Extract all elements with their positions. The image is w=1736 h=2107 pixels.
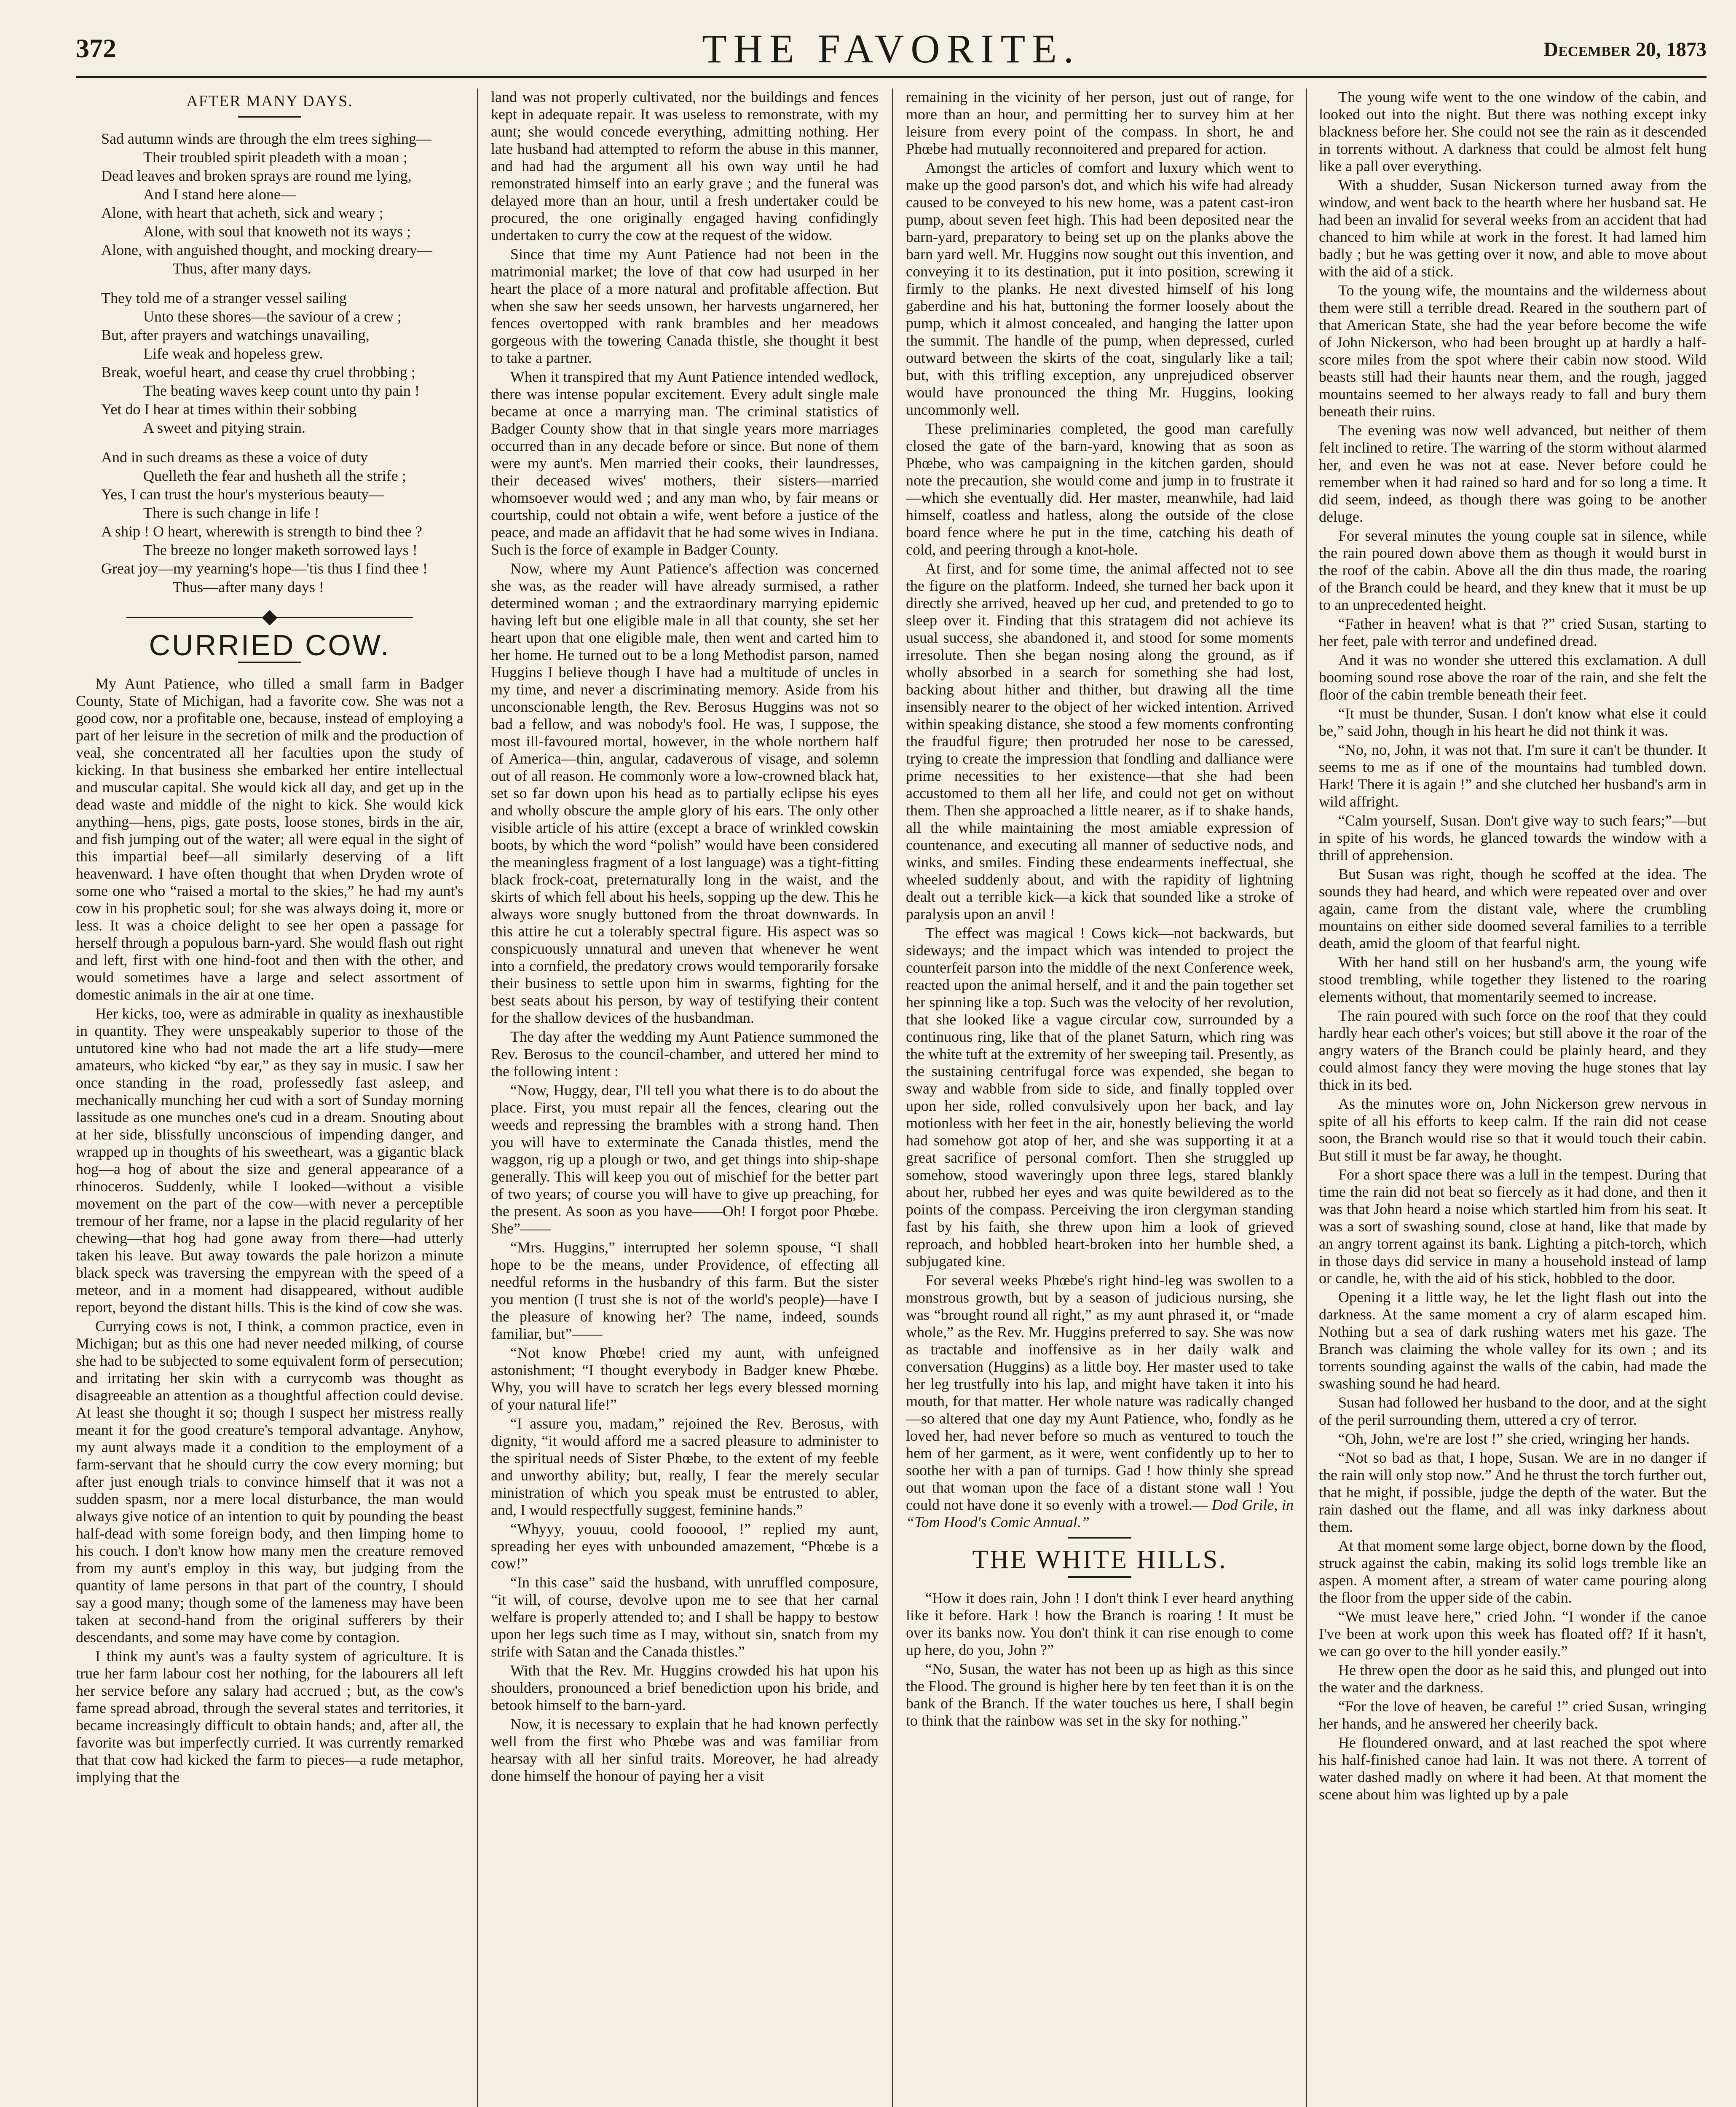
article-title: THE WHITE HILLS.: [972, 1545, 1227, 1574]
poem-line: Life weak and hopeless grew.: [143, 345, 323, 362]
poem-line: The breeze no longer maketh sorrowed lays !: [143, 541, 418, 558]
article-paragraph: “Not so bad as that, I hope, Susan. We are in no danger if the rain will only stop now.” And he thrust the torch further out, that he might, if possible, judge the depth of the water. But the rain dashed out the flame, and all was inky darkness about them.: [1319, 1449, 1707, 1535]
poem-line: The beating waves keep count unto thy pain !: [143, 382, 420, 399]
article-paragraph: For several minutes the young couple sat in silence, while the rain poured down above them as though it would burst in the roof of the cabin. Above all the din thus made, the roaring of the Branch could be heard, and they knew that it must be up to an unprecedented height.: [1319, 527, 1707, 613]
poem-body: [76, 129, 463, 278]
article-paragraph: At first, and for some time, the animal affected not to see the figure on the platform. Indeed, she turned her back upon it directly she arrived, heaved up her cud, and pretended to go to sleep over it. Finding that this stratagem did not achieve its usual success, she abandoned it, and stood for some moments irresolute. Then she began nosing along the ground, as if wholly absorbed in a search for something she had lost, backing about hither and thither, but drawing all the time insensibly nearer to the object of her wicked intention. Arrived within speaking distance, she stood a few moments confronting the fraudful figure; then protruded her nose to be caressed, trying to create the impression that fondling and dalliance were prime necessities to her existence—that she had been accustomed to them all her life, and could not get on without them. Then she approached a little nearer, as if to shake hands, all the while maintaining the most amiable expression of countenance, and executing all manner of seductive nods, and winks, and smiles. Finding these endearments ineffectual, she wheeled suddenly about, and with the rapidity of lightning dealt out a terrible kick—a kick that sounded like a stroke of paralysis upon an anvil !: [906, 560, 1294, 922]
article-paragraph-text: For several weeks Phœbe's right hind-leg was swollen to a monstrous growth, but by a season of judicious nursing, she was “brought round all right,” as my aunt phrased it, or “made whole,” as the Rev. Mr. Huggins preferred to say. She was now as tractable and inoffensive as in her daily walk and conversation (Huggins) as a little boy. Her master used to take her leg trustfully into his lap, and might have taken it into his mouth, for that matter. Her whole nature was radically changed—so altered that one day my Aunt Patience, who, fondly as he loved her, had never before so much as ventured to touch the hem of her garment, as it were, went confidently up to her to soothe her with a pan of turnips. Gad ! how thinly she spread out that woman upon the face of a distant stone wall ! You could not have done it so evenly with a trowel.: [906, 1272, 1294, 1513]
newspaper-title: THE FAVORITE.: [702, 26, 1080, 71]
masthead: [76, 25, 1707, 78]
poem-line: Alone, with anguished thought, and mocking dreary—: [101, 241, 432, 258]
column-3: [906, 88, 1294, 2107]
article-title: CURRIED COW.: [149, 629, 391, 662]
article-paragraph: As the minutes wore on, John Nickerson grew nervous in spite of all his efforts to keep calm. If the rain did not cease soon, the Branch would rise so that it would touch their cabin. But still it must be far away, he thought.: [1319, 1095, 1707, 1164]
article-paragraph: The evening was now well advanced, but neither of them felt inclined to retire. The warring of the storm without alarmed her, and even he was not at ease. Never before could he remember when it had rained so hard and for so long a time. It did seem, indeed, as though there was going to be another deluge.: [1319, 422, 1707, 525]
title-rule: [238, 116, 301, 118]
column-divider: [892, 88, 893, 2107]
article-paragraph: “It must be thunder, Susan. I don't know what else it could be,” said John, though in his heart he did not think it was.: [1319, 705, 1707, 739]
article-paragraph: “I assure you, madam,” rejoined the Rev. Berosus, with dignity, “it would afford me a sacred pleasure to administer to the spiritual needs of Sister Phœbe, to the extent of my feeble and unworthy ability; but, really, I fear the merely secular ministration of which you speak must be entrusted to abler, and, I would respectfully suggest, feminine hands.”: [491, 1415, 879, 1518]
poem-body: [76, 448, 463, 596]
column-1: [76, 88, 463, 2107]
article-paragraph: “Mrs. Huggins,” interrupted her solemn spouse, “I shall hope to be the means, under Providence, of effecting all needful reforms in the husbandry of this farm. But the sister you mention (I trust she is not of the world's people)—have I the pleasure of knowing her? The name, indeed, sounds familiar, but”——: [491, 1239, 879, 1342]
article-paragraph: With a shudder, Susan Nickerson turned away from the window, and went back to the hearth where her husband sat. He had been an invalid for several weeks from an accident that had chanced to him while at work in the forest. It had lamed him badly ; but he was getting over it now, and able to move about with the aid of a stick.: [1319, 177, 1707, 280]
poem-line: And in such dreams as these a voice of duty: [101, 449, 368, 466]
newspaper-page: [76, 25, 1707, 2107]
article-paragraph: “Not know Phœbe! cried my aunt, with unfeigned astonishment; “I thought everybody in Badger knew Phœbe. Why, you will have to scratch her legs every blessed morning of your natural life!”: [491, 1344, 879, 1413]
article-paragraph: “In this case” said the husband, with unruffled composure, “it will, of course, devolve upon me to see that her carnal welfare is properly attended to; and I shall be happy to bestow upon her legs such time as I may, without sin, snatch from my strife with Satan and the Canada thistles.”: [491, 1574, 879, 1660]
article-paragraph: He threw open the door as he said this, and plunged out into the water and the darkness.: [1319, 1662, 1707, 1696]
article-paragraph: But Susan was right, though he scoffed at the idea. The sounds they had heard, and which were repeated over and over again, came from the distant vale, where the crumbling mountains on either side doomed several families to a terrible death, amid the gloom of that fearful night.: [1319, 866, 1707, 952]
poem-line: Their troubled spirit pleadeth with a moan ;: [143, 149, 407, 166]
poem-line: Dead leaves and broken sprays are round me lying,: [101, 167, 412, 184]
article-paragraph: The day after the wedding my Aunt Patience summoned the Rev. Berosus to the council-chamber, and uttered her mind to the following intent :: [491, 1028, 879, 1080]
article-paragraph: The young wife went to the one window of the cabin, and looked out into the night. But there was nothing except inky blackness before her. She could not see the rain as it descended in torrents without. A darkness that could be almost felt hung like a pall over everything.: [1319, 88, 1707, 174]
article-paragraph: “Calm yourself, Susan. Don't give way to such fears;”—but in spite of his words, he glanced towards the window with a thrill of apprehension.: [1319, 812, 1707, 863]
article-paragraph: Now, where my Aunt Patience's affection was concerned she was, as the reader will have already surmised, a rather determined woman ; and the extraordinary marrying epidemic having left but one eligible male in all that county, she set her heart upon that one eligible male, then went and carted him to her home. He turned out to be a long Methodist parson, named Huggins I believe though I have had a multitude of uncles in my time, and never a discriminating memory. Aside from his unconscionable length, the Rev. Berosus Huggins was not so bad a fellow, and was nobody's fool. He was, I suppose, the most ill-favoured mortal, however, in the whole northern half of America—thin, angular, cadaverous of visage, and solemn out of all reason. He commonly wore a low-crowned black hat, set so far down upon his head as to partially eclipse his eyes and wholly obscure the ample glory of his ears. The only other visible article of his attire (except a brace of wrinkled cowskin boots, by which the word “polish” would have been considered the meaningless fragment of a lost language) was a tight-fitting black frock-coat, preternaturally long in the waist, and the skirts of which fell about his heels, sopping up the dew. This he always wore snugly buttoned from the throat downwards. In this attire he cut a tolerably spectral figure. His aspect was so conspicuously unnatural and uneven that whenever he went into a cornfield, the predatory crows would temporarily forsake their business to settle upon him in swarms, fighting for the best seats about his person, by way of testifying their content for the shallow devices of the husbandman.: [491, 560, 879, 1026]
poem-body: [76, 289, 463, 437]
attribution: Dod Grile, in “Tom Hood's Comic Annual.”: [906, 1496, 1294, 1531]
poem-line: Alone, with soul that knoweth not its ways ;: [143, 223, 411, 240]
poem-line: Thus, after many days.: [173, 260, 311, 277]
poem-line: Alone, with heart that acheth, sick and weary ;: [101, 204, 383, 221]
poem-line: A ship ! O heart, wherewith is strength to bind thee ?: [101, 523, 422, 540]
article-paragraph: “Now, Huggy, dear, I'll tell you what there is to do about the place. First, you must repair all the fences, clearing out the weeds and repressing the brambles with a strong hand. Then you will have to exterminate the Canada thistles, mend the waggon, rig up a plough or two, and get things into ship-shape generally. This will keep you out of mischief for the better part of two years; of course you will have to give up preaching, for the present. As soon as you have——Oh! I forgot poor Phœbe. She”——: [491, 1082, 879, 1237]
article-paragraph: “We must leave here,” cried John. “I wonder if the canoe I've been at work upon this week has floated off? If it hasn't, we can go over to the hill yonder easily.”: [1319, 1608, 1707, 1659]
article-paragraph: “How it does rain, John ! I don't think I ever heard anything like it before. Hark ! how the Branch is roaring ! It must be over its banks now. You don't think it can rise enough to come up here, do you, John ?”: [906, 1590, 1294, 1658]
article-paragraph: He floundered onward, and at last reached the spot where his half-finished canoe had lain. It was not there. A torrent of water dashed madly on where it had been. At that moment the scene about him was lighted up by a pale: [1319, 1734, 1707, 1803]
article-paragraph: land was not properly cultivated, nor the buildings and fences kept in adequate repair. It was useless to remonstrate, with my aunt; she would concede everything, admitting nothing. Her late husband had attempted to reform the abuse in this manner, and had had the argument all his own way until he had remonstrated himself into an early grave ; and the funeral was delayed more than an hour, until a fresh undertaker could be procured, the one originally engaged having confidingly undertaken to curry the cow at the request of the widow.: [491, 88, 879, 244]
article-paragraph: Currying cows is not, I think, a common practice, even in Michigan; but as this one had never needed milking, of course she had to be subjected to some equivalent form of persecution; and irritating her skin with a currycomb was thought as disagreeable an attention as a thoughtful affection could devise. At least she thought it so; though I suspect her mistress really meant it for the good creature's temporal advantage. Anyhow, my aunt always made it a condition to the employment of a farm-servant that he should curry the cow every morning; but after just enough trials to convince himself that it was not a sudden spasm, nor a mere local disturbance, the man would always give notice of an intention to quit by pounding the beast half-dead with some foreign body, and then limping home to his couch. I don't know how many men the creature removed from my aunt's employ in this way, but judging from the quantity of lame persons in that part of the country, I should say a good many; though some of the lameness may have been taken at second-hand from the original sufferers by their descendants, and some may have come by contagion.: [76, 1318, 463, 1646]
issue-date: December 20, 1873: [1543, 38, 1707, 61]
article-paragraph: Her kicks, too, were as admirable in quality as inexhaustible in quantity. They were unspeakably superior to those of the untutored kine who had not made the art a life study—mere amateurs, who kicked “by ear,” as they say in music. I saw her once standing in the road, professedly fast asleep, and mechanically munching her cud with a sort of Sunday morning lassitude as one munches one's cud in a dream. Snouting about at her side, blissfully unconscious of impending danger, and wrapped up in thoughts of his sweetheart, was a gigantic black hog—a hog of about the size and general appearance of a rhinoceros. Suddenly, while I looked—without a visible movement on the part of the cow—with never a perceptible tremour of her frame, nor a lapse in the placid regularity of her chewing—that hog had gone away from there—had utterly taken his leave. But away towards the pale horizon a minute black speck was traversing the empyrean with the speed of a meteor, and in a moment had disappeared, without audible report, beyond the distant hills. This is the kind of cow she was.: [76, 1005, 463, 1316]
article-paragraph: Opening it a little way, he let the light flash out into the darkness. At the same moment a cry of alarm escaped him. Nothing but a sea of dark rushing waters met his gaze. The Branch was claiming the whole valley for its own ; and its torrents sounding against the walls of the cabin, had made the swashing sound he had heard.: [1319, 1289, 1707, 1392]
title-rule: [238, 662, 301, 663]
article-paragraph: I think my aunt's was a faulty system of agriculture. It is true her farm labour cost her nothing, for the labourers all left her service before any salary had accrued ; but, as the cow's fame spread abroad, through the several states and territories, it became increasingly difficult to obtain hands; and, after all, the favorite was but imperfectly curried. It was currently remarked that that cow had kicked the farm to pieces—a rude metaphor, implying that the: [76, 1648, 463, 1785]
section-rule: [1068, 1537, 1131, 1539]
column-divider: [1306, 88, 1307, 2107]
title-rule: [1068, 1576, 1131, 1578]
poem-line: Quelleth the fear and husheth all the strife ;: [143, 467, 406, 484]
article-paragraph: To the young wife, the mountains and the wilderness about them were still a terrible dread. Reared in the southern part of that American State, she had the year before become the wife of John Nickerson, who had been brought up at hardly a half-score miles from the spot where their cabin now stood. Wild beasts still had their haunts near them, and the rough, jagged mountains seemed to her always ready to fall and bury them beneath their ruins.: [1319, 282, 1707, 420]
page-number: 372: [76, 33, 116, 63]
article-paragraph: Susan had followed her husband to the door, and at the sight of the peril surrounding them, uttered a cry of terror.: [1319, 1394, 1707, 1428]
poem-line: Thus—after many days !: [173, 579, 324, 595]
poem-line: Break, woeful heart, and cease thy cruel throbbing ;: [101, 364, 415, 381]
article-paragraph: “No, Susan, the water has not been up as high as this since the Flood. The ground is higher here by ten feet than it is on the bank of the Branch. If the water touches us here, I shall begin to think that the rainbow was set in the sky for nothing.”: [906, 1660, 1294, 1729]
article-paragraph: remaining in the vicinity of her person, just out of range, for more than an hour, and permitting her to survey him at her leisure from every point of the compass. In short, he and Phœbe had mutually reconnoitered and prepared for action.: [906, 88, 1294, 157]
poem-line: Yet do I hear at times within their sobbing: [101, 401, 357, 418]
poem-line: They told me of a stranger vessel sailing: [101, 290, 347, 306]
article-paragraph: “No, no, John, it was not that. I'm sure it can't be thunder. It seems to me as if one of the mountains had tumbled down. Hark! There it is again !” and she clutched her husband's arm in wild affright.: [1319, 741, 1707, 810]
article-paragraph: For a short space there was a lull in the tempest. During that time the rain did not beat so fiercely as it had done, and then it was that John heard a noise which startled him from his seat. It was a sort of swashing sound, close at hand, like that made by an angry torrent against its bank. Lighting a pitch-torch, which in those days did service in many a household instead of lamp or candle, he, with the aid of his stick, hobbled to the door.: [1319, 1166, 1707, 1287]
poem-line: Yes, I can trust the hour's mysterious beauty—: [101, 486, 384, 503]
article-paragraph: “Whyyy, youuu, coold foooool, !” replied my aunt, spreading her eyes with unbounded amazement, “Phœbe is a cow!”: [491, 1520, 879, 1572]
article-paragraph: “Father in heaven! what is that ?” cried Susan, starting to her feet, pale with terror and undefined dread.: [1319, 615, 1707, 649]
column-2: [491, 88, 879, 2107]
article-paragraph: The effect was magical ! Cows kick—not backwards, but sideways; and the impact which was intended to project the counterfeit parson into the middle of the next Conference week, reacted upon the animal herself, and it and the pain together set her spinning like a top. Such was the velocity of her revolution, that she looked like a vague circular cow, surrounded by a continuous ring, like that of the planet Saturn, which ring was the white tuft at the extremity of her sweeping tail. Presently, as the sustaining centrifugal force was expended, she began to sway and wabble from side to side, and finally toppled over upon her side, rolled convulsively upon her back, and lay motionless with her feet in the air, honestly believing the world had somehow got atop of her, and she was supporting it at a great sacrifice of personal comfort. Then she struggled up somehow, stood waveringly upon three legs, stared blankly about her, rubbed her eyes and was quite bewildered as to the points of the compass. Perceiving the iron clergyman standing fast by his faith, she threw upon him a look of grieved reproach, and hobbled heart-broken into her humble shed, a subjugated kine.: [906, 925, 1294, 1270]
article-paragraph: My Aunt Patience, who tilled a small farm in Badger County, State of Michigan, had a favorite cow. She was not a good cow, nor a profitable one, because, instead of employing a part of her leisure in the secretion of milk and the production of veal, she concentrated all her faculties upon the study of kicking. In that business she embarked her entire intellectual and muscular capital. She would kick all day, and get up in the dead waste and middle of the night to kick. She would kick anything—hens, pigs, gate posts, loose stones, birds in the air, and fish jumping out of the water; all were equal in the sight of this impartial beef—all similarly deserving of a lift heavenward. I have often thought that when Dryden wrote of some one who “raised a mortal to the skies,” he had my aunt's cow in his prophetic soul; for she was always doing it, more or less. It was a choice delight to see her open a passage for herself through a populous barn-yard. She would flash out right and left, first with one hind-foot and then with the other, and would sometimes have a large and select assortment of domestic animals in the air at one time.: [76, 675, 463, 1003]
poem-line: Sad autumn winds are through the elm trees sighing—: [101, 130, 431, 147]
article-paragraph: For several weeks Phœbe's right hind-leg was swollen to a monstrous growth, but by a season of judicious nursing, she was “brought round all right,” as my aunt phrased it, or “made whole,” as the Rev. Mr. Huggins preferred to say. She was now as tractable and inoffensive as in her daily walk and conversation (Huggins) as a little boy. Her master used to take her leg trustfully into his lap, and might have taken it into his mouth, for that matter. Her whole nature was radically changed—so altered that one day my Aunt Patience, who, fondly as he loved her, had never before so much as ventured to touch the hem of her garment, as it were, went confidently up to her to soothe her with a pan of turnips. Gad ! how thinly she spread out that woman upon the face of a distant stone wall ! You could not have done it so evenly with a trowel.— Dod Grile, in “Tom Hood's Comic Annual.”: [906, 1272, 1294, 1531]
article-paragraph: And it was no wonder she uttered this exclamation. A dull booming sound rose above the roar of the rain, and she felt the floor of the cabin tremble beneath their feet.: [1319, 651, 1707, 703]
column-divider: [477, 88, 478, 2107]
poem-line: Great joy—my yearning's hope—'tis thus I find thee !: [101, 560, 428, 577]
column-4: [1319, 88, 1707, 2107]
poem-line: And I stand here alone—: [143, 186, 296, 203]
article-paragraph: With her hand still on her husband's arm, the young wife stood trembling, while together they listened to the roaring elements without, that momentarily seemed to increase.: [1319, 954, 1707, 1005]
article-paragraph: The rain poured with such force on the roof that they could hardly hear each other's voices; but still above it the roar of the angry waters of the Branch could be plainly heard, and they could almost fancy they were moving the huge stones that lay thick in its bed.: [1319, 1007, 1707, 1093]
poem-title: AFTER MANY DAYS.: [186, 92, 353, 110]
article-paragraph: With that the Rev. Mr. Huggins crowded his hat upon his shoulders, pronounced a brief benediction upon his bride, and betook himself to the barn-yard.: [491, 1662, 879, 1713]
article-paragraph: These preliminaries completed, the good man carefully closed the gate of the barn-yard, knowing that as soon as Phœbe, who was campaigning in the kitchen garden, should note the precaution, she would come and jump in to frustrate it—which she eventually did. Her master, meanwhile, had laid himself, coatless and hatless, along the outside of the close board fence where he put in the time, catching his death of cold, and peering through a knot-hole.: [906, 420, 1294, 558]
poem-line: A sweet and pitying strain.: [143, 419, 305, 436]
article-paragraph: Amongst the articles of comfort and luxury which went to make up the good parson's dot, and which his wife had already caused to be conveyed to his new home, was a patent cast-iron pump, about seven feet high. This had been deposited near the barn-yard, preparatory to being set up on the planks above the barn yard well. Mr. Huggins now sought out this invention, and conveying it to its destination, put it into position, screwing it firmly to the planks. He next divested himself of his long gaberdine and his hat, buttoning the former loosely about the pump, which it almost concealed, and hanging the latter upon the summit. The handle of the pump, when depressed, curled outward between the skirts of the coat, singularly like a tail; but, with this trifling exception, any unprejudiced observer would have pronounced the thing Mr. Huggins, looking uncommonly well.: [906, 159, 1294, 418]
article-paragraph: Now, it is necessary to explain that he had known perfectly well from the first who Phœbe was and was familiar from hearsay with all her sinful traits. Moreover, he had already done himself the honour of paying her a visit: [491, 1716, 879, 1784]
article-paragraph: At that moment some large object, borne down by the flood, struck against the cabin, making its solid logs tremble like an aspen. A moment after, a stream of water came pouring along the floor from the upper side of the cabin.: [1319, 1537, 1707, 1606]
article-paragraph: “For the love of heaven, be careful !” cried Susan, wringing her hands, and he answered her cheerily back.: [1319, 1698, 1707, 1732]
poem-line: Unto these shores—the saviour of a crew ;: [143, 308, 402, 325]
poem-line: There is such change in life !: [143, 504, 319, 521]
ornamental-divider: [76, 609, 463, 626]
article-paragraph: When it transpired that my Aunt Patience intended wedlock, there was intense popular excitement. Every adult single male became at once a marrying man. The criminal statistics of Badger County show that in that single years more marriages occurred than in any decade before or since. But none of them were my aunt's. Men married their cooks, their laundresses, their deceased wives' mothers, their sisters—married whomsoever would wed ; and any man who, by fair means or courtship, could not obtain a wife, went before a justice of the peace, and made an affidavit that he had some wives in Indiana. Such is the force of example in Badger County.: [491, 368, 879, 558]
article-paragraph: Since that time my Aunt Patience had not been in the matrimonial market; the love of that cow had usurped in her heart the place of a more natural and profitable affection. But when she saw her seeds unsown, her harvests ungarnered, her fences overtopped with rank brambles and her meadows gorgeous with the towering Canada thistle, she thought it best to take a partner.: [491, 246, 879, 366]
article-paragraph: “Oh, John, we're are lost !” she cried, wringing her hands.: [1338, 1430, 1690, 1447]
poem-line: But, after prayers and watchings unavailing,: [101, 327, 370, 343]
